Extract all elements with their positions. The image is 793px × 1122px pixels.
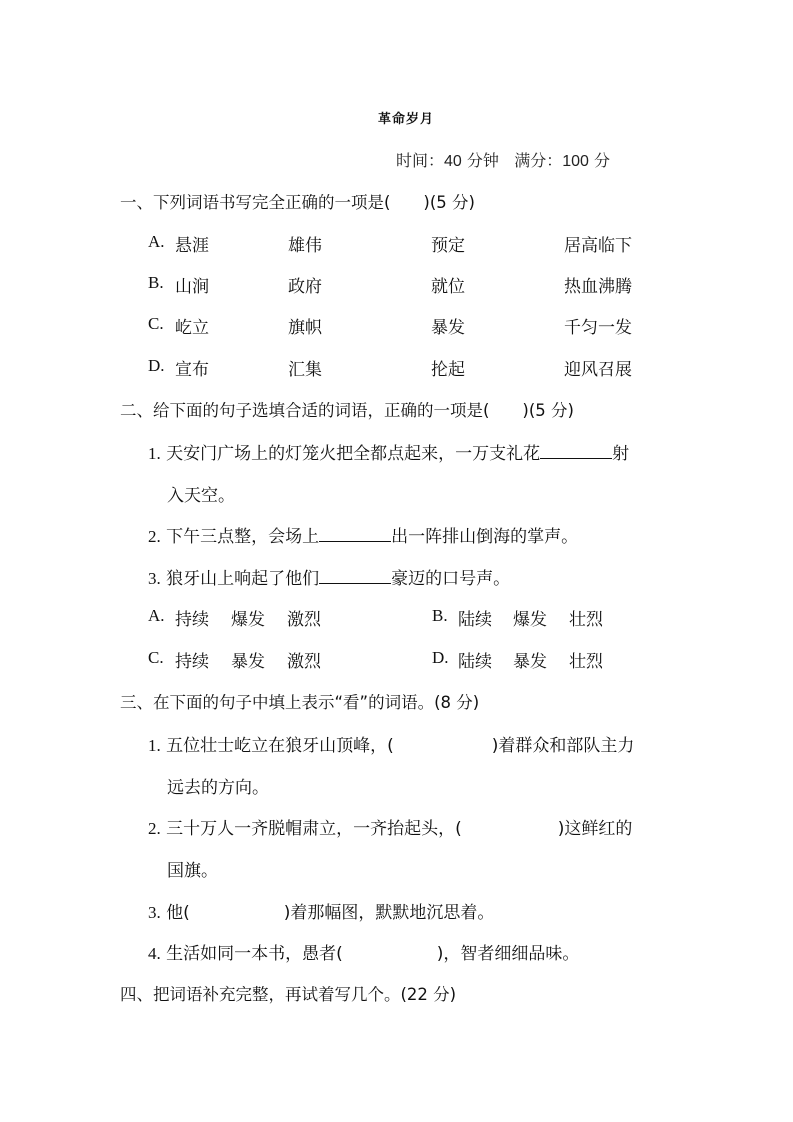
option-word: 居高临下 [564, 236, 632, 256]
option-label: A. [148, 606, 165, 625]
option-word: 激烈 [287, 610, 321, 630]
section-4-heading: 四、把词语补充完整，再试着写几个。(22 分) [120, 985, 457, 1004]
question-item [148, 898, 494, 923]
option-word: 壮烈 [569, 652, 603, 672]
option-word: 爆发 [231, 610, 265, 630]
item-text-before: 他( [166, 903, 190, 923]
option-label: C. [148, 648, 164, 667]
option-word: 山涧 [175, 277, 209, 297]
item-text-after: )，智者细细品味。 [436, 944, 580, 964]
item-number: 2. [148, 819, 161, 838]
option-word: 汇集 [288, 360, 322, 380]
question-item [148, 439, 629, 464]
item-text-after: 射 [612, 444, 630, 464]
item-text-after: )这鲜红的 [557, 819, 633, 839]
question-item [148, 564, 510, 589]
option-label: D. [432, 648, 449, 667]
answer-blank[interactable] [319, 527, 391, 542]
time-label: 时间： [396, 151, 445, 170]
option-word: 陆续 [458, 610, 492, 630]
option-word: 就位 [431, 277, 465, 297]
option-word: 壮烈 [569, 610, 603, 630]
option-word: 持续 [175, 652, 209, 672]
item-continuation: 入天空。 [167, 486, 235, 506]
item-number: 4. [148, 944, 161, 963]
option-word: 旗帜 [288, 318, 322, 338]
option-label: C. [148, 314, 164, 333]
score-unit: 分 [594, 151, 611, 170]
item-number: 2. [148, 527, 161, 546]
time-unit: 分钟 [466, 151, 499, 170]
option-word: 屹立 [175, 318, 209, 338]
option-label: B. [432, 606, 448, 625]
item-number: 1. [148, 736, 161, 755]
item-continuation: 国旗。 [167, 861, 218, 881]
item-text-before: 三十万人一齐脱帽肃立，一齐抬起头，( [166, 819, 462, 839]
option-word: 千匀一发 [564, 318, 632, 338]
item-text-after: )着群众和部队主力 [491, 736, 635, 756]
option-word: 悬涯 [175, 236, 209, 256]
option-label: B. [148, 273, 164, 292]
question-item [148, 939, 579, 964]
option-word: 爆发 [513, 610, 547, 630]
option-word: 政府 [288, 277, 322, 297]
item-text-before: 五位壮士屹立在狼牙山顶峰，( [166, 736, 394, 756]
option-word: 迎风召展 [564, 360, 632, 380]
option-word: 暴发 [513, 652, 547, 672]
option-word: 暴发 [231, 652, 265, 672]
exam-meta [396, 148, 610, 171]
page-title: 革命岁月 [378, 112, 435, 127]
item-continuation: 远去的方向。 [167, 778, 269, 798]
section-3-heading: 三、在下面的句子中填上表示“看”的词语。(8 分) [120, 693, 480, 712]
option-label: D. [148, 356, 165, 375]
item-number: 3. [148, 903, 161, 922]
item-number: 3. [148, 569, 161, 588]
section-1-heading: 一、下列词语书写完全正确的一项是( )(5 分) [120, 193, 475, 212]
item-number: 1. [148, 444, 161, 463]
item-text-before: 狼牙山上响起了他们 [166, 569, 320, 589]
question-item [148, 522, 578, 547]
option-word: 宣布 [175, 360, 209, 380]
option-word: 暴发 [431, 318, 465, 338]
option-word: 预定 [431, 236, 465, 256]
score-value: 100 [562, 153, 589, 170]
option-word: 陆续 [458, 652, 492, 672]
item-text-before: 天安门广场上的灯笼火把全都点起来，一万支礼花 [166, 444, 541, 464]
answer-blank[interactable] [540, 444, 612, 459]
option-word: 雄伟 [288, 236, 322, 256]
item-text-after: 出一阵排山倒海的掌声。 [391, 527, 579, 547]
option-word: 持续 [175, 610, 209, 630]
item-text-after: 豪迈的口号声。 [391, 569, 511, 589]
answer-blank[interactable] [319, 569, 391, 584]
item-text-before: 生活如同一本书，愚者( [166, 944, 343, 964]
item-text-before: 下午三点整，会场上 [166, 527, 320, 547]
question-item [148, 814, 632, 839]
question-item [148, 731, 634, 756]
option-word: 激烈 [287, 652, 321, 672]
option-word: 抡起 [431, 360, 465, 380]
score-label: 满分： [514, 151, 563, 170]
time-value: 40 [444, 153, 462, 170]
item-text-after: )着那幅图，默默地沉思着。 [283, 903, 495, 923]
option-label: A. [148, 232, 165, 251]
section-2-heading: 二、给下面的句子选填合适的词语，正确的一项是( )(5 分) [120, 401, 574, 420]
option-word: 热血沸腾 [564, 277, 632, 297]
